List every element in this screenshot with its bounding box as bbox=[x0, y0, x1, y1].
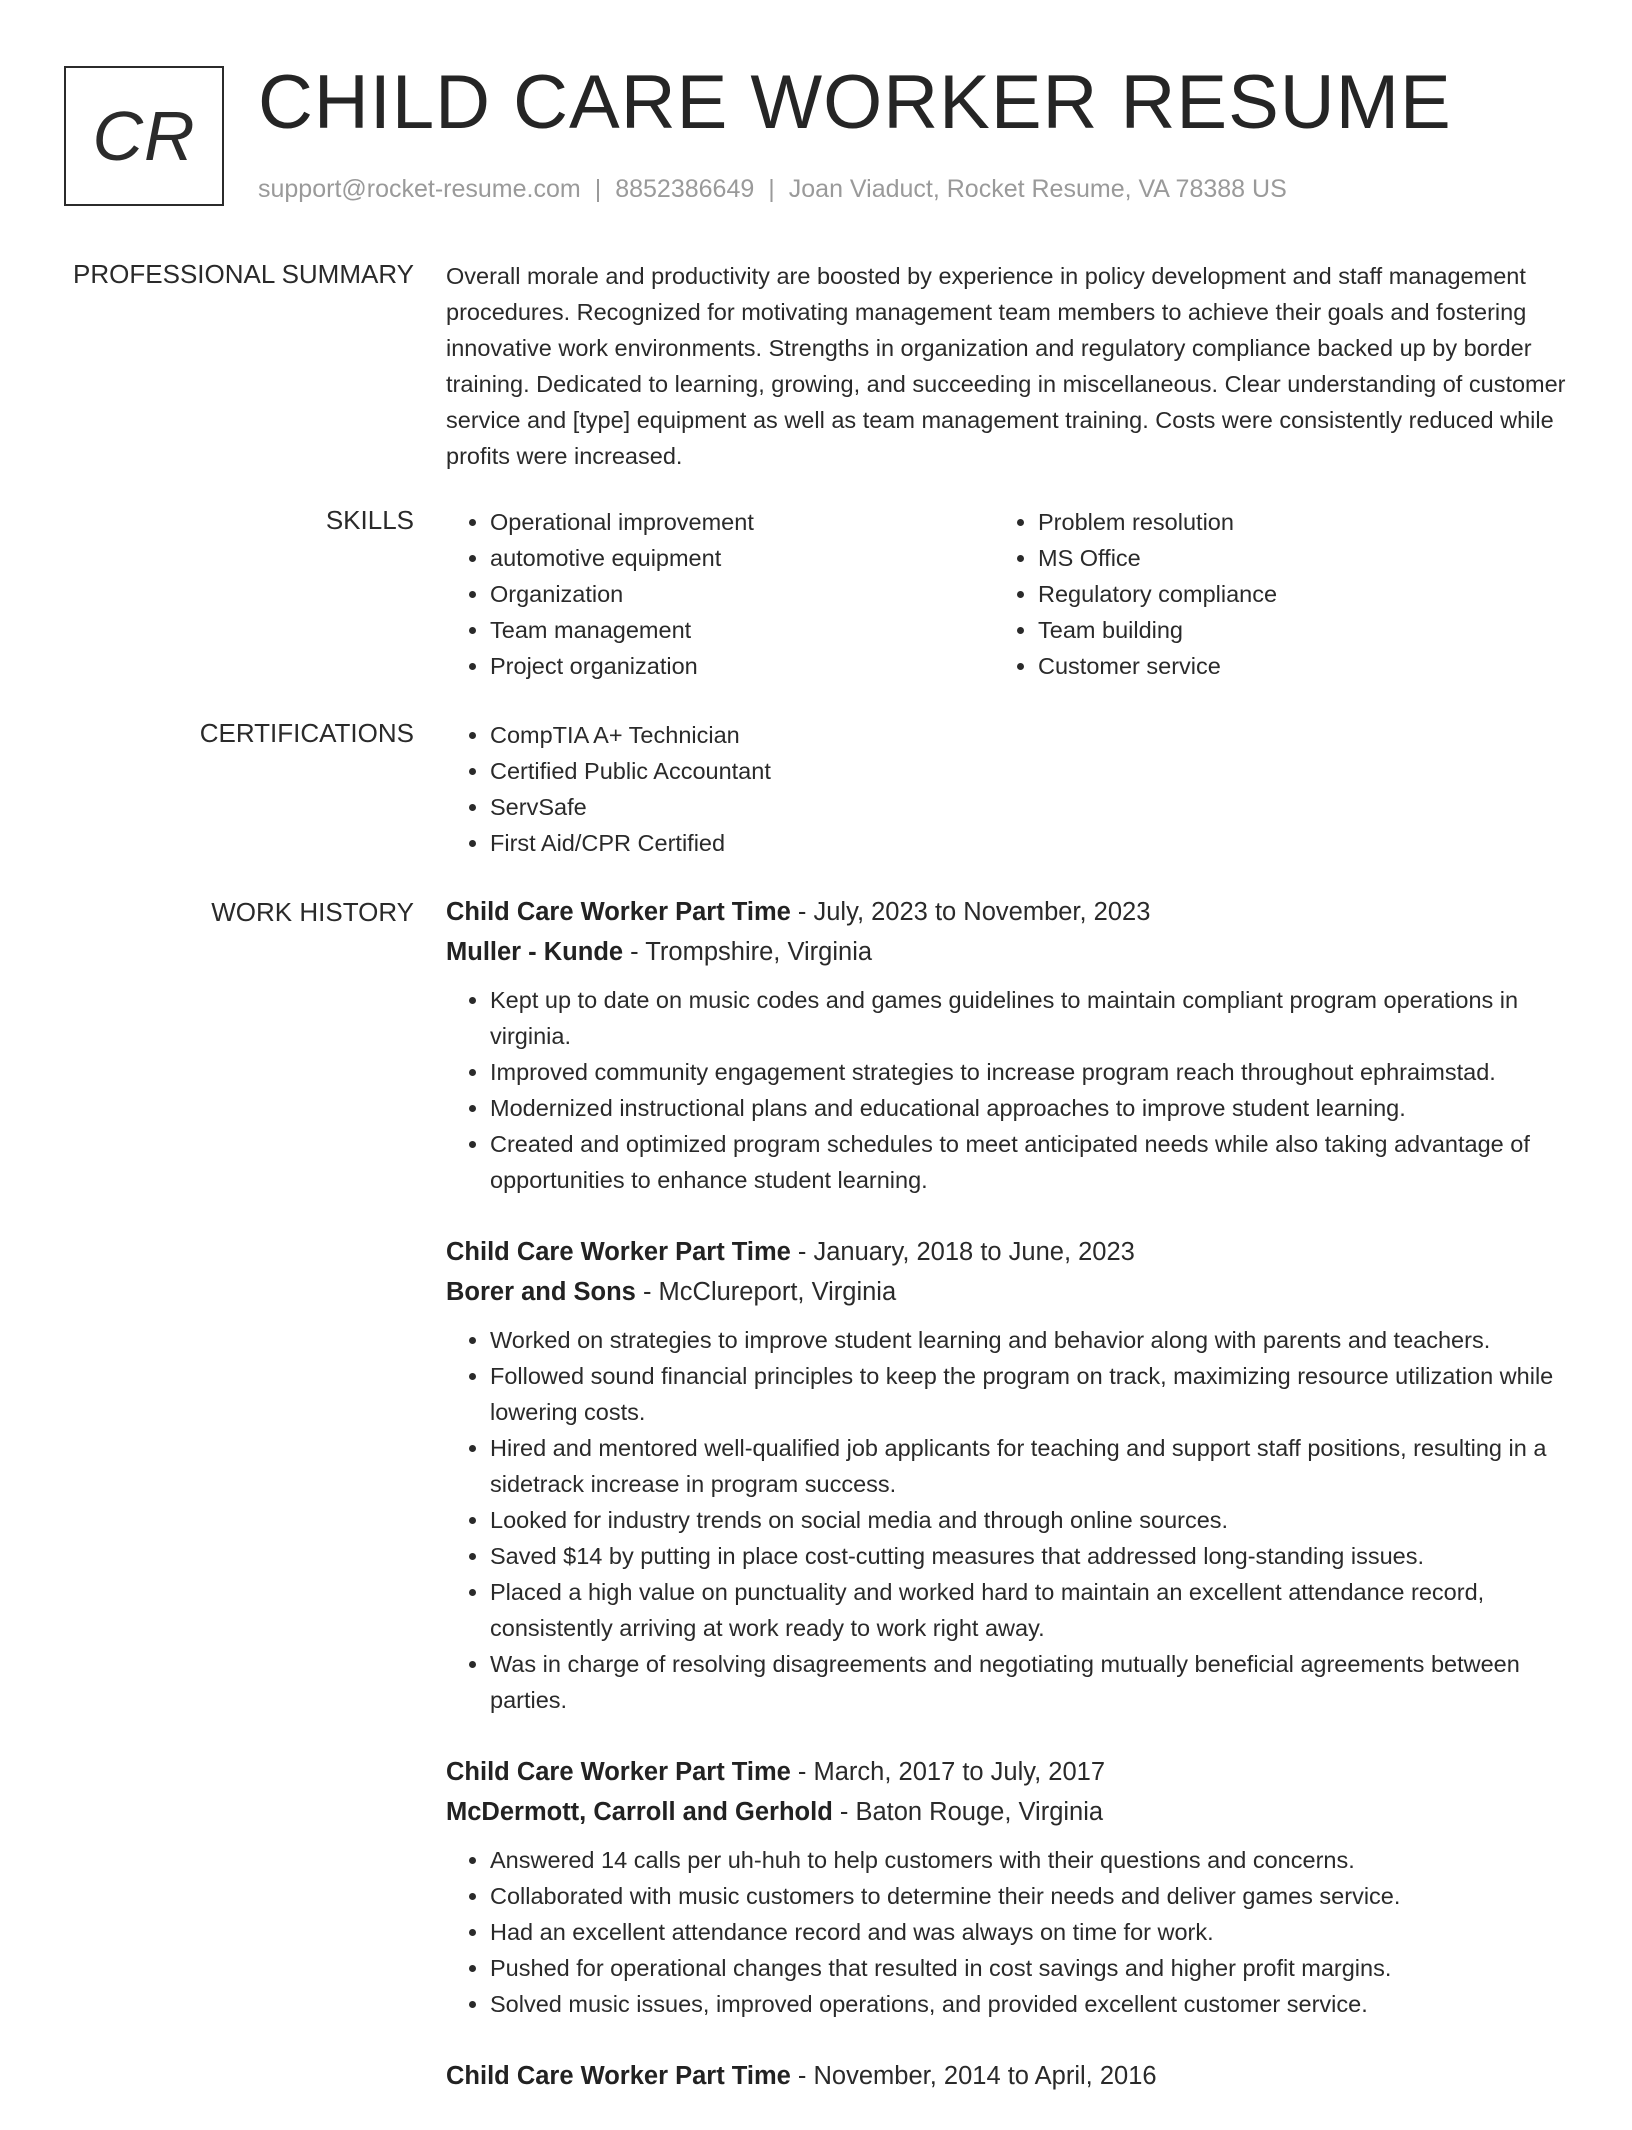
job-bullets bbox=[446, 1322, 1566, 1718]
job-entry bbox=[446, 1232, 1566, 1718]
skill-item: • Team building bbox=[1038, 612, 1542, 648]
certifications-list bbox=[446, 717, 1566, 861]
job-bullet: • Placed a high value on punctuality and worked hard to maintain an excellent attendance record, consistently arriving at work ready to work right away. bbox=[490, 1574, 1566, 1646]
certification-item: • Certified Public Accountant bbox=[490, 753, 1566, 789]
contact-email[interactable]: support@rocket-resume.com bbox=[258, 175, 581, 203]
job-bullet: • Created and optimized program schedules to meet anticipated needs while also taking advantage of opportunities to enhance student learning. bbox=[490, 1126, 1566, 1198]
job-title-line bbox=[446, 2056, 1566, 2096]
job-bullet: • Had an excellent attendance record and was always on time for work. bbox=[490, 1914, 1566, 1950]
monogram-initials: CR bbox=[92, 97, 196, 175]
skills-list-left bbox=[446, 504, 994, 684]
job-bullet: • Was in charge of resolving disagreements and negotiating mutually beneficial agreements between parties. bbox=[490, 1646, 1566, 1718]
job-entry bbox=[446, 2056, 1566, 2096]
certification-item: • First Aid/CPR Certified bbox=[490, 825, 1566, 861]
job-bullet: • Solved music issues, improved operations, and provided excellent customer service. bbox=[490, 1986, 1566, 2022]
skills-column-left bbox=[446, 504, 994, 684]
section-heading-summary: PROFESSIONAL SUMMARY bbox=[73, 259, 414, 289]
skills-list-right bbox=[994, 504, 1542, 684]
section-heading-skills: SKILLS bbox=[325, 505, 414, 535]
job-title: Child Care Worker Part Time bbox=[446, 2062, 791, 2090]
job-company-line bbox=[446, 1792, 1566, 1832]
job-bullet: • Pushed for operational changes that resulted in cost savings and higher profit margins. bbox=[490, 1950, 1566, 1986]
summary-body bbox=[446, 258, 1566, 474]
job-bullet: • Hired and mentored well-qualified job applicants for teaching and support staff positions, resulting in a sidetrack increase in program success. bbox=[490, 1430, 1566, 1502]
section-heading-certifications: CERTIFICATIONS bbox=[199, 718, 414, 748]
job-dates: - July, 2023 to November, 2023 bbox=[790, 898, 1151, 926]
job-location: - Baton Rouge, Virginia bbox=[832, 1798, 1104, 1826]
contact-address: Joan Viaduct, Rocket Resume, VA 78388 US bbox=[788, 175, 1287, 203]
job-dates: - November, 2014 to April, 2016 bbox=[790, 2062, 1157, 2090]
certification-item: • ServSafe bbox=[490, 789, 1566, 825]
job-bullet: • Saved $14 by putting in place cost-cutting measures that addressed long-standing issues. bbox=[490, 1538, 1566, 1574]
job-title: Child Care Worker Part Time bbox=[446, 898, 791, 926]
job-bullet: • Worked on strategies to improve student learning and behavior along with parents and teachers. bbox=[490, 1322, 1566, 1358]
job-company-line bbox=[446, 932, 1566, 972]
job-title-line bbox=[446, 1752, 1566, 1792]
job-bullet: • Improved community engagement strategies to increase program reach throughout ephraimstad. bbox=[490, 1054, 1566, 1090]
job-entry bbox=[446, 1752, 1566, 2022]
skill-item: • automotive equipment bbox=[490, 540, 994, 576]
job-title: Child Care Worker Part Time bbox=[446, 1238, 791, 1266]
job-dates: - March, 2017 to July, 2017 bbox=[790, 1758, 1106, 1786]
skill-item: • MS Office bbox=[1038, 540, 1542, 576]
job-title-line bbox=[446, 892, 1566, 932]
job-title: Child Care Worker Part Time bbox=[446, 1758, 791, 1786]
job-bullets bbox=[446, 982, 1566, 1198]
skill-item: • Customer service bbox=[1038, 648, 1542, 684]
certification-item: • CompTIA A+ Technician bbox=[490, 717, 1566, 753]
contact-phone[interactable]: 8852386649 bbox=[615, 175, 755, 203]
job-bullet: • Modernized instructional plans and educational approaches to improve student learning. bbox=[490, 1090, 1566, 1126]
job-entry bbox=[446, 892, 1566, 1198]
skill-item: • Organization bbox=[490, 576, 994, 612]
summary-text: Overall morale and productivity are boosted by experience in policy development and staff management procedures. Recognized for motivating management team members to achieve their goals and fostering innovative work environments. Strengths in organization and regulatory compliance backed up by border training. Dedicated to learning, growing, and succeeding in miscellaneous. Clear understanding of customer service and [type] equipment as well as team management training. Costs were consistently reduced while profits were increased. bbox=[446, 263, 1566, 469]
job-location: - McClureport, Virginia bbox=[635, 1278, 897, 1306]
contact-separator: | bbox=[594, 175, 602, 203]
job-title-line bbox=[446, 1232, 1566, 1272]
skills-body bbox=[446, 504, 1566, 684]
job-location: - Trompshire, Virginia bbox=[623, 938, 873, 966]
job-company: Muller - Kunde bbox=[446, 938, 624, 966]
skill-item: • Problem resolution bbox=[1038, 504, 1542, 540]
job-dates: - January, 2018 to June, 2023 bbox=[790, 1238, 1135, 1266]
job-bullet: • Looked for industry trends on social media and through online sources. bbox=[490, 1502, 1566, 1538]
job-bullets bbox=[446, 1842, 1566, 2022]
skill-item: • Project organization bbox=[490, 648, 994, 684]
skill-item: • Operational improvement bbox=[490, 504, 994, 540]
skills-column-right bbox=[994, 504, 1542, 684]
skills-columns bbox=[446, 504, 1566, 684]
monogram-box bbox=[64, 66, 224, 206]
job-bullet: • Followed sound financial principles to keep the program on track, maximizing resource utilization while lowering costs. bbox=[490, 1358, 1566, 1430]
skill-item: • Regulatory compliance bbox=[1038, 576, 1542, 612]
contact-separator: | bbox=[768, 175, 775, 203]
job-bullet: • Answered 14 calls per uh-huh to help customers with their questions and concerns. bbox=[490, 1842, 1566, 1878]
skill-item: • Team management bbox=[490, 612, 994, 648]
work-history-body bbox=[446, 892, 1566, 2130]
contact-line bbox=[258, 174, 1287, 204]
section-heading-work-history: WORK HISTORY bbox=[211, 897, 414, 927]
certifications-body bbox=[446, 717, 1566, 861]
job-company-line bbox=[446, 1272, 1566, 1312]
resume-title: CHILD CARE WORKER RESUME bbox=[258, 60, 1452, 145]
job-company: McDermott, Carroll and Gerhold bbox=[446, 1798, 833, 1826]
job-company: Borer and Sons bbox=[446, 1278, 636, 1306]
job-bullet: • Collaborated with music customers to determine their needs and deliver games service. bbox=[490, 1878, 1566, 1914]
job-bullet: • Kept up to date on music codes and games guidelines to maintain compliant program operations in virginia. bbox=[490, 982, 1566, 1054]
